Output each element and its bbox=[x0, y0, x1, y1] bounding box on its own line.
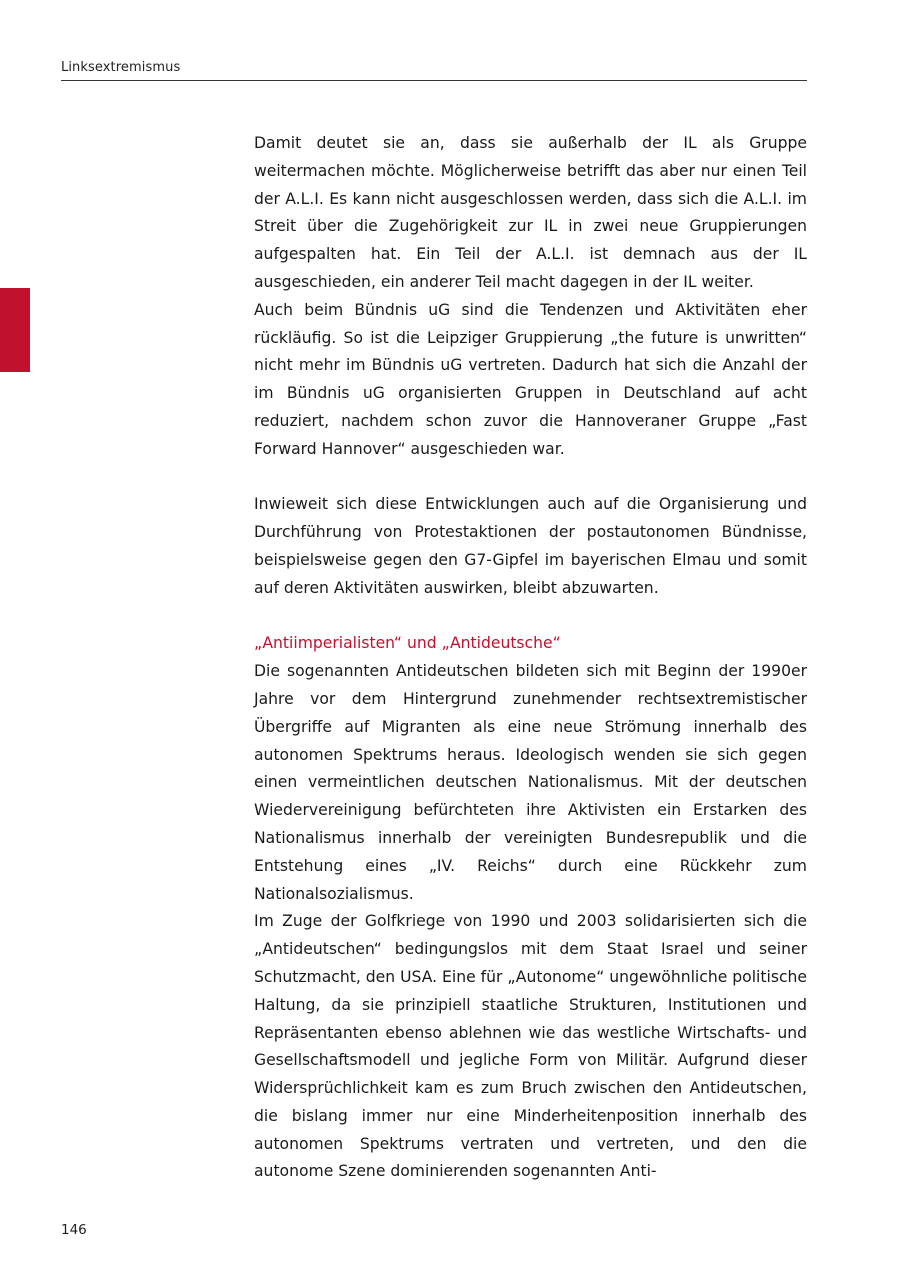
header-rule bbox=[61, 80, 807, 81]
chapter-side-tab bbox=[0, 288, 30, 372]
paragraph-gap bbox=[254, 464, 807, 492]
paragraph-4: Die sogenannten Antideutschen bildeten sich mit Beginn der 1990er Jahre vor dem Hintergrund zunehmender rechtsextremistischer Übergriffe auf Migranten als eine neue Strömung innerhalb des autonomen Spektrums heraus. Ideologisch wenden sie sich gegen einen vermeintlichen deutschen Nationalismus. Mit der deutschen Wiedervereinigung befürchteten ihre Aktivisten ein Erstarken des Nationalismus innerhalb der vereinigten Bundesrepublik und die Entstehung eines „IV. Reichs“ durch eine Rückkehr zum Nationalsozialismus. bbox=[254, 662, 807, 903]
paragraph-1: Damit deutet sie an, dass sie außerhalb der IL als Gruppe weitermachen möchte. Möglicherweise betrifft das aber nur einen Teil der A.L.I. Es kann nicht ausgeschlossen werden, dass sich die A.L.I. im Streit über die Zugehörigkeit zur IL in zwei neue Gruppierungen aufgespalten hat. Ein Teil der A.L.I. ist demnach aus der IL ausgeschieden, ein anderer Teil macht dagegen in der IL weiter. bbox=[254, 134, 807, 291]
section-heading: „Antiimperialisten“ und „Antideutsche“ bbox=[254, 634, 561, 653]
running-header: Linksextremismus bbox=[61, 60, 181, 75]
paragraph-3: Inwieweit sich diese Entwicklungen auch auf die Organisierung und Durchführung von Protestaktionen der postautonomen Bündnisse, beispielsweise gegen den G7-Gipfel im bayerischen Elmau und somit auf deren Aktivitäten auswirken, bleibt abzuwarten. bbox=[254, 495, 807, 597]
page-number: 146 bbox=[61, 1222, 87, 1238]
paragraph-gap bbox=[254, 603, 807, 631]
paragraph-2: Auch beim Bündnis uG sind die Tendenzen und Aktivitäten eher rückläufig. So ist die Leipziger Gruppierung „the future is unwritten“ nicht mehr im Bündnis uG vertreten. Dadurch hat sich die Anzahl der im Bündnis uG organisierten Gruppen in Deutschland auf acht reduziert, nachdem schon zuvor die Hannoveraner Gruppe „Fast Forward Hannover“ ausgeschieden war. bbox=[254, 300, 807, 458]
paragraph-5: Im Zuge der Golfkriege von 1990 und 2003 solidarisierten sich die „Antideutschen“ bedingungslos mit dem Staat Israel und seiner Schutzmacht, den USA. Eine für „Autonome“ ungewöhnliche politische Haltung, da sie prinzipiell staatliche Strukturen, Institutionen und Repräsentanten ebenso ablehnen wie das westliche Wirtschafts- und Gesellschaftsmodell und jegliche Form von Militär. Aufgrund dieser Widersprüchlichkeit kam es zum Bruch zwischen den Antideutschen, die bislang immer nur eine Minderheitenposition innerhalb des autonomen Spektrums vertraten und vertreten, und den die autonome Szene dominierenden sogenannten Anti- bbox=[254, 912, 807, 1181]
main-text bbox=[254, 130, 807, 1186]
